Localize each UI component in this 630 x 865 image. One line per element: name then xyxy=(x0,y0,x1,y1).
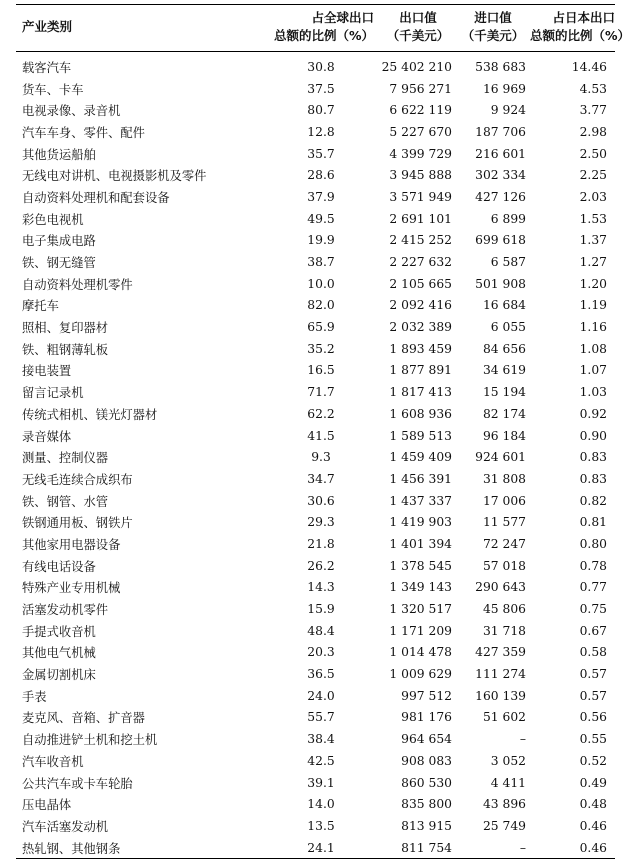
header-import-value xyxy=(456,5,530,52)
table-row xyxy=(16,381,615,403)
cell-export-value: 7 956 271 xyxy=(389,81,452,96)
cell-japan-share: 1.16 xyxy=(579,320,607,335)
cell-import-value: 111 274 xyxy=(475,667,526,682)
table-row xyxy=(16,338,615,360)
cell-export-value: 6 622 119 xyxy=(389,103,452,118)
table-row xyxy=(16,360,615,382)
cell-export-value: 25 402 210 xyxy=(381,59,452,74)
cell-export-value: 1 608 936 xyxy=(389,406,452,421)
table-row xyxy=(16,663,615,685)
table-body xyxy=(16,52,615,859)
cell-import-value: 82 174 xyxy=(482,406,526,421)
cell-category: 其他货运船舶 xyxy=(22,147,96,162)
cell-import-value: 72 247 xyxy=(482,536,526,551)
cell-category: 铁、粗钢薄轧板 xyxy=(22,342,109,357)
table-row xyxy=(16,164,615,186)
cell-global-share: 19.9 xyxy=(307,233,335,248)
cell-export-value: 5 227 670 xyxy=(389,124,452,139)
table-row xyxy=(16,577,615,599)
table-row xyxy=(16,78,615,100)
cell-category: 汽车收音机 xyxy=(22,754,84,769)
cell-global-share: 21.8 xyxy=(307,536,335,551)
cell-category: 摩托车 xyxy=(22,299,59,314)
table-row xyxy=(16,511,615,533)
cell-export-value: 2 092 416 xyxy=(389,298,452,313)
cell-global-share: 30.6 xyxy=(307,493,335,508)
cell-category: 汽车车身、零件、配件 xyxy=(22,125,145,140)
cell-category: 铁、钢管、水管 xyxy=(22,494,109,509)
cell-category: 公共汽车或卡车轮胎 xyxy=(22,776,133,791)
cell-global-share: 38.4 xyxy=(307,732,335,747)
cell-global-share: 34.7 xyxy=(307,471,335,486)
cell-japan-share: 0.67 xyxy=(579,623,607,638)
cell-global-share: 36.5 xyxy=(307,667,335,682)
cell-global-share: 37.9 xyxy=(307,189,335,204)
cell-import-value: 501 908 xyxy=(475,276,526,291)
cell-japan-share: 1.08 xyxy=(579,341,607,356)
cell-category: 其他电气机械 xyxy=(22,646,96,661)
header-global-share xyxy=(228,5,380,52)
cell-category: 电视录像、录音机 xyxy=(22,104,121,119)
cell-global-share: 80.7 xyxy=(307,103,335,118)
cell-japan-share: 2.50 xyxy=(579,146,607,161)
cell-category: 录音媒体 xyxy=(22,429,72,444)
cell-import-value: 160 139 xyxy=(475,688,526,703)
cell-export-value: 1 014 478 xyxy=(389,645,452,660)
cell-import-value: 427 359 xyxy=(475,645,526,660)
cell-japan-share: 0.81 xyxy=(579,515,607,530)
header-category xyxy=(16,5,228,52)
cell-export-value: 3 945 888 xyxy=(389,168,452,183)
cell-category: 麦克风、音箱、扩音器 xyxy=(22,711,145,726)
cell-export-value: 1 349 143 xyxy=(389,580,452,595)
table-row xyxy=(16,468,615,490)
header-export-line2: （千美元） xyxy=(386,28,450,43)
cell-import-value: 17 006 xyxy=(482,493,526,508)
header-row xyxy=(16,5,615,52)
cell-export-value: 2 105 665 xyxy=(389,276,452,291)
header-import-line2: （千美元） xyxy=(461,28,525,43)
cell-export-value: 1 401 394 xyxy=(389,536,452,551)
cell-japan-share: 2.03 xyxy=(579,189,607,204)
cell-import-value: 16 969 xyxy=(482,81,526,96)
header-japan-share xyxy=(530,5,630,52)
cell-global-share: 42.5 xyxy=(307,753,335,768)
cell-global-share: 37.5 xyxy=(307,81,335,96)
cell-japan-share: 1.20 xyxy=(579,276,607,291)
cell-japan-share: 3.77 xyxy=(579,103,607,118)
table-row xyxy=(16,99,615,121)
cell-export-value: 811 754 xyxy=(380,837,456,859)
cell-global-share: 9.3 xyxy=(311,450,331,465)
table-row xyxy=(16,208,615,230)
cell-export-value: 3 571 949 xyxy=(389,189,452,204)
cell-category: 热轧钢、其他钢条 xyxy=(16,837,228,859)
cell-import-value: 538 683 xyxy=(475,59,526,74)
cell-import-value: 31 718 xyxy=(482,623,526,638)
table-row xyxy=(16,425,615,447)
header-export-line1: 出口值 xyxy=(399,10,437,25)
cell-global-share: 12.8 xyxy=(307,124,335,139)
cell-global-share: 38.7 xyxy=(307,255,335,270)
table-row xyxy=(16,446,615,468)
cell-global-share: 10.0 xyxy=(307,276,335,291)
cell-category: 载客汽车 xyxy=(22,60,72,75)
cell-import-value: 34 619 xyxy=(482,363,526,378)
table-header xyxy=(16,5,630,52)
cell-category: 彩色电视机 xyxy=(22,212,84,227)
table-row xyxy=(16,815,615,837)
cell-japan-share: 0.78 xyxy=(579,558,607,573)
cell-category: 无线电对讲机、电视摄影机及零件 xyxy=(22,169,207,184)
cell-global-share: 14.3 xyxy=(307,580,335,595)
cell-category: 接电装置 xyxy=(22,364,72,379)
cell-japan-share: 1.07 xyxy=(579,363,607,378)
cell-import-value: 4 411 xyxy=(490,775,526,790)
cell-global-share: 62.2 xyxy=(307,406,335,421)
cell-japan-share: 2.25 xyxy=(579,168,607,183)
cell-japan-share: 0.90 xyxy=(579,428,607,443)
cell-japan-share: 0.83 xyxy=(579,450,607,465)
cell-category: 金属切割机床 xyxy=(22,668,96,683)
cell-category: 照相、复印器材 xyxy=(22,321,109,336)
table-row xyxy=(16,707,615,729)
table-row xyxy=(16,728,615,750)
cell-global-share: 41.5 xyxy=(307,428,335,443)
cell-global-share: 24.0 xyxy=(307,688,335,703)
table-row xyxy=(16,685,615,707)
table-row xyxy=(16,533,615,555)
cell-category: 铁、钢无缝管 xyxy=(22,256,96,271)
cell-global-share: 20.3 xyxy=(307,645,335,660)
cell-japan-share: 1.03 xyxy=(579,385,607,400)
cell-category: 有线电话设备 xyxy=(22,559,96,574)
cell-global-share: 26.2 xyxy=(307,558,335,573)
cell-japan-share: 0.75 xyxy=(579,602,607,617)
cell-import-value: 290 643 xyxy=(475,580,526,595)
cell-import-value: 16 684 xyxy=(482,298,526,313)
table-row xyxy=(16,555,615,577)
cell-category: 自动资料处理机零件 xyxy=(22,277,133,292)
table-row xyxy=(16,772,615,794)
cell-japan-share: 0.57 xyxy=(579,688,607,703)
cell-export-value: 981 176 xyxy=(401,710,452,725)
table-row xyxy=(16,273,615,295)
table-row xyxy=(16,620,615,642)
cell-import-value: 6 587 xyxy=(490,255,526,270)
cell-export-value: 1 320 517 xyxy=(389,602,452,617)
cell-global-share: 30.8 xyxy=(307,59,335,74)
cell-japan-share: 0.49 xyxy=(579,775,607,790)
cell-export-value: 1 437 337 xyxy=(389,493,452,508)
cell-japan-share: 0.48 xyxy=(579,797,607,812)
table-row xyxy=(16,750,615,772)
cell-export-value: 2 691 101 xyxy=(389,211,452,226)
table-row xyxy=(16,316,615,338)
cell-import-value: 45 806 xyxy=(482,602,526,617)
cell-import-value: 43 896 xyxy=(482,797,526,812)
cell-export-value: 1 877 891 xyxy=(389,363,452,378)
cell-import-value: 699 618 xyxy=(475,233,526,248)
cell-import-value: 84 656 xyxy=(482,341,526,356)
cell-japan-share: 0.56 xyxy=(579,710,607,725)
cell-category: 传统式相机、镁光灯器材 xyxy=(22,407,158,422)
cell-global-share: 39.1 xyxy=(307,775,335,790)
cell-japan-share: 0.52 xyxy=(579,753,607,768)
cell-category: 货车、卡车 xyxy=(22,82,84,97)
table-row xyxy=(16,251,615,273)
table-row xyxy=(16,295,615,317)
cell-export-value: 2 227 632 xyxy=(389,255,452,270)
cell-category: 压电晶体 xyxy=(22,798,72,813)
header-japan-line1: 占日本出口 xyxy=(552,10,615,25)
cell-category: 活塞发动机零件 xyxy=(22,603,109,618)
header-import-line1: 进口值 xyxy=(474,10,512,25)
table-row xyxy=(16,490,615,512)
cell-global-share: 82.0 xyxy=(307,298,335,313)
cell-import-value: 57 018 xyxy=(482,558,526,573)
cell-export-value: 1 589 513 xyxy=(389,428,452,443)
cell-export-value: 4 399 729 xyxy=(389,146,452,161)
cell-import-value: 216 601 xyxy=(475,146,526,161)
cell-japan-share: 1.19 xyxy=(579,298,607,313)
cell-export-value: 1 171 209 xyxy=(389,623,452,638)
table-row xyxy=(16,121,615,143)
cell-export-value: 997 512 xyxy=(401,688,452,703)
cell-import-value: 6 899 xyxy=(490,211,526,226)
cell-global-share: 71.7 xyxy=(307,385,335,400)
cell-import-value: 25 749 xyxy=(482,818,526,833)
cell-japan-share: 0.55 xyxy=(579,732,607,747)
cell-global-share: 35.7 xyxy=(307,146,335,161)
cell-export-value: 860 530 xyxy=(401,775,452,790)
cell-category: 自动资料处理机和配套设备 xyxy=(22,190,170,205)
cell-japan-share: 0.77 xyxy=(579,580,607,595)
cell-category: 留言记录机 xyxy=(22,386,84,401)
cell-global-share: 24.1 xyxy=(228,837,380,859)
cell-japan-share: 4.53 xyxy=(579,81,607,96)
cell-global-share: 49.5 xyxy=(307,211,335,226)
cell-japan-share: 2.98 xyxy=(579,124,607,139)
cell-export-value: 1 378 545 xyxy=(389,558,452,573)
table-row xyxy=(16,837,615,859)
header-category-label: 产业类别 xyxy=(22,19,73,34)
cell-export-value: 835 800 xyxy=(401,797,452,812)
cell-japan-share: 1.37 xyxy=(579,233,607,248)
cell-global-share: 16.5 xyxy=(307,363,335,378)
cell-japan-share: 14.46 xyxy=(571,59,607,74)
cell-japan-share: 0.57 xyxy=(579,667,607,682)
cell-export-value: 1 009 629 xyxy=(389,667,452,682)
cell-global-share: 14.0 xyxy=(307,797,335,812)
header-global-share-line2: 总额的比例（%） xyxy=(273,28,374,43)
cell-global-share: 29.3 xyxy=(307,515,335,530)
cell-import-value: 51 602 xyxy=(482,710,526,725)
cell-global-share: 65.9 xyxy=(307,320,335,335)
cell-japan-share: 0.80 xyxy=(579,536,607,551)
cell-global-share: 28.6 xyxy=(307,168,335,183)
cell-category: 无线毛连续合成织布 xyxy=(22,472,133,487)
table-row xyxy=(16,52,615,78)
table-row xyxy=(16,403,615,425)
cell-global-share: 48.4 xyxy=(307,623,335,638)
cell-japan-share: 1.53 xyxy=(579,211,607,226)
cell-import-value: 9 924 xyxy=(490,103,526,118)
table-row xyxy=(16,793,615,815)
cell-export-value: 964 654 xyxy=(401,732,452,747)
cell-import-value: 187 706 xyxy=(475,124,526,139)
cell-export-value: 908 083 xyxy=(401,753,452,768)
cell-export-value: 1 893 459 xyxy=(389,341,452,356)
table-row xyxy=(16,598,615,620)
header-export-value xyxy=(380,5,456,52)
cell-export-value: 1 817 413 xyxy=(389,385,452,400)
cell-import-value: 31 808 xyxy=(482,471,526,486)
cell-category: 自动推进铲土机和挖土机 xyxy=(22,733,158,748)
cell-japan-share: 0.46 xyxy=(579,818,607,833)
cell-category: 手表 xyxy=(22,689,47,704)
cell-japan-share: 0.58 xyxy=(579,645,607,660)
cell-category: 汽车活塞发动机 xyxy=(22,819,109,834)
cell-japan-share: 0.83 xyxy=(579,471,607,486)
cell-category: 测量、控制仪器 xyxy=(22,451,109,466)
export-data-table xyxy=(16,4,630,859)
cell-category: 电子集成电路 xyxy=(22,234,96,249)
cell-japan-share: 0.46 xyxy=(530,837,615,859)
cell-import-value: – xyxy=(456,837,530,859)
header-japan-line2: 总额的比例（%） xyxy=(530,28,630,43)
cell-import-value: – xyxy=(519,732,526,747)
cell-import-value: 302 334 xyxy=(475,168,526,183)
cell-import-value: 96 184 xyxy=(482,428,526,443)
cell-japan-share: 1.27 xyxy=(579,255,607,270)
cell-global-share: 35.2 xyxy=(307,341,335,356)
cell-import-value: 6 055 xyxy=(490,320,526,335)
table-row xyxy=(16,230,615,252)
cell-import-value: 427 126 xyxy=(475,189,526,204)
cell-export-value: 1 459 409 xyxy=(389,450,452,465)
cell-category: 其他家用电器设备 xyxy=(22,537,121,552)
cell-import-value: 3 052 xyxy=(490,753,526,768)
cell-export-value: 1 419 903 xyxy=(389,515,452,530)
cell-import-value: 924 601 xyxy=(475,450,526,465)
table-row xyxy=(16,143,615,165)
cell-export-value: 2 032 389 xyxy=(389,320,452,335)
cell-global-share: 55.7 xyxy=(307,710,335,725)
cell-export-value: 2 415 252 xyxy=(389,233,452,248)
cell-category: 手提式收音机 xyxy=(22,624,96,639)
cell-export-value: 1 456 391 xyxy=(389,471,452,486)
cell-import-value: 11 577 xyxy=(482,515,526,530)
cell-japan-share: 0.82 xyxy=(579,493,607,508)
cell-global-share: 15.9 xyxy=(307,602,335,617)
cell-global-share: 13.5 xyxy=(307,818,335,833)
cell-japan-share: 0.92 xyxy=(579,406,607,421)
table-row xyxy=(16,642,615,664)
cell-export-value: 813 915 xyxy=(401,818,452,833)
cell-category: 铁钢通用板、钢铁片 xyxy=(22,516,133,531)
header-global-share-line1: 占全球出口 xyxy=(311,10,374,25)
cell-category: 特殊产业专用机械 xyxy=(22,581,121,596)
cell-import-value: 15 194 xyxy=(482,385,526,400)
table-row xyxy=(16,186,615,208)
